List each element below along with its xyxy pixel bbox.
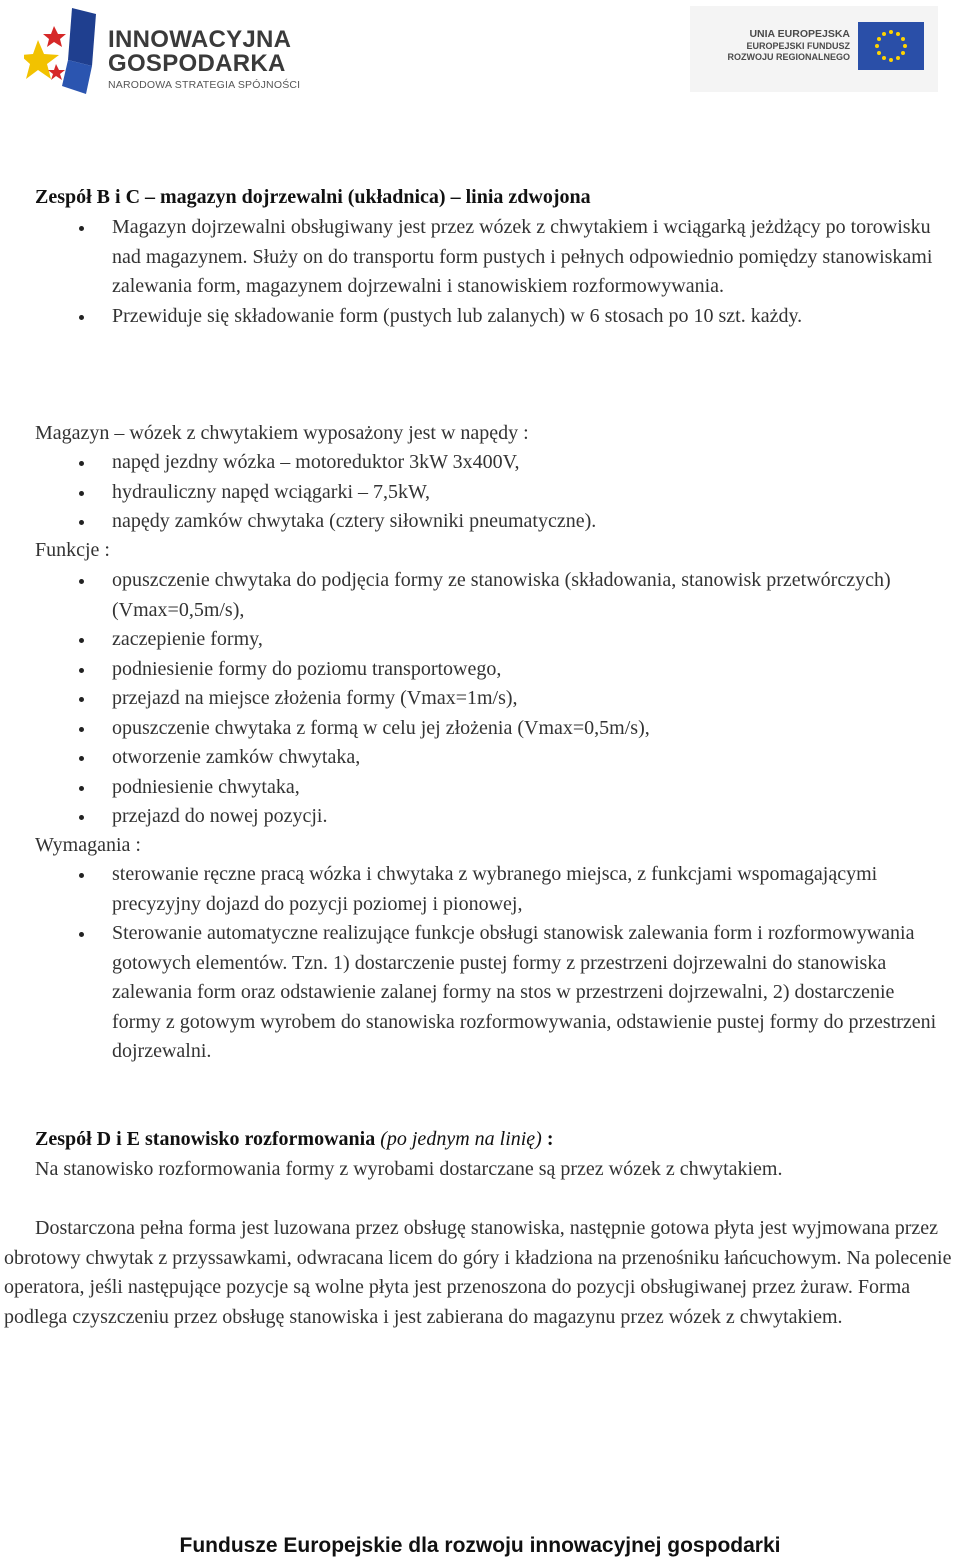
section-d-e-heading-bold: Zespół D i E stanowisko rozformowania: [35, 1128, 376, 1150]
list-item: Sterowanie automatyczne realizujące funkcje obsługi stanowisk zalewania form i rozformowywania gotowych elementów. Tzn. 1) dostarczenie pustej formy z przestrzeni dojrzewalni do stanowiska zalewania form oraz odstawienie zalanej formy na stos w przestrzeni dojrzewalni, 2) dostarczenie formy z gotowym wyrobem do stanowiska rozformowywania, odstawienie pustej formy do przestrzeni dojrzewalni.: [0, 919, 960, 1067]
logo-line-2: GOSPODARKA: [108, 50, 286, 77]
innowacyjna-gospodarka-logo: [24, 6, 314, 98]
eu-logo-line-2: EUROPEJSKI FUNDUSZ: [746, 41, 850, 51]
page-header: [0, 0, 960, 100]
list-item: napędy zamków chwytaka (cztery siłowniki pneumatyczne).: [0, 507, 960, 537]
section-d-e-heading-colon: :: [546, 1128, 554, 1150]
list-item: napęd jezdny wózka – motoreduktor 3kW 3x400V,: [0, 448, 960, 478]
drives-intro: Magazyn – wózek z chwytakiem wyposażony jest w napędy :: [35, 422, 529, 444]
list-item: hydrauliczny napęd wciągarki – 7,5kW,: [0, 478, 960, 508]
eu-logo-line-1: UNIA EUROPEJSKA: [749, 28, 850, 40]
section-b-c-heading: Zespół B i C – magazyn dojrzewalni (układnica) – linia zdwojona: [35, 186, 591, 208]
list-item: podniesienie chwytaka,: [0, 773, 960, 803]
section-d-e-paragraph-1: Na stanowisko rozformowania formy z wyrobami dostarczane są przez wózek z chwytakiem.: [35, 1158, 783, 1180]
logo-line-1: INNOWACYJNA: [108, 26, 292, 53]
list-item: podniesienie formy do poziomu transportowego,: [0, 655, 960, 685]
list-item: opuszczenie chwytaka z formą w celu jej złożenia (Vmax=0,5m/s),: [0, 714, 960, 744]
list-item: Magazyn dojrzewalni obsługiwany jest przez wózek z chwytakiem i wciągarką jeżdżący po torowisku nad magazynem. Służy on do transportu form pustych i pełnych odpowiednio pomiędzy stanowiskami zalewania form, magazynem dojrzewalni i stanowiskiem rozformowywania.: [0, 213, 960, 302]
requirements-list: [0, 860, 960, 1067]
star-emblem-icon: [24, 6, 104, 96]
list-item: opuszczenie chwytaka do podjęcia formy ze stanowiska (składowania, stanowisk przetwórczych) (Vmax=0,5m/s),: [0, 566, 960, 625]
drives-list: [0, 448, 960, 537]
list-item: przejazd do nowej pozycji.: [0, 802, 960, 832]
section-d-e-heading-italic: (po jednym na linię): [380, 1128, 542, 1150]
section-b-c-bullets: [0, 213, 960, 331]
section-d-e-heading: [35, 1125, 554, 1155]
eu-flag-icon: [858, 22, 924, 70]
logo-line-3: NARODOWA STRATEGIA SPÓJNOŚCI: [108, 79, 301, 91]
eu-logo-line-3: ROZWOJU REGIONALNEGO: [727, 52, 850, 62]
page-footer: Fundusze Europejskie dla rozwoju innowacyjnej gospodarki: [179, 1534, 781, 1557]
list-item: przejazd na miejsce złożenia formy (Vmax=1m/s),: [0, 684, 960, 714]
functions-label: Funkcje :: [35, 539, 110, 561]
section-d-e-paragraph-2: Dostarczona pełna forma jest luzowana przez obsługę stanowiska, następnie gotowa płyta jest wyjmowana przez obrotowy chwytak z przyssawkami, odwracana licem do góry i kładziona na przenośniku łańcuchowym. Na polecenie operatora, jeśli następujące pozycje są wolne płyta jest przenoszona do pozycji obsługiwanej przez żuraw. Forma podlega czyszczeniu przez obsługę stanowiska i jest zabierana do magazynu przez wózek z chwytakiem.: [4, 1217, 952, 1328]
eu-logo: [690, 6, 938, 92]
list-item: Przewiduje się składowanie form (pustych lub zalanych) w 6 stosach po 10 szt. każdy.: [0, 302, 960, 332]
requirements-label: Wymagania :: [35, 834, 141, 856]
list-item: zaczepienie formy,: [0, 625, 960, 655]
eu-logo-text: [727, 28, 850, 63]
functions-list: [0, 566, 960, 832]
list-item: sterowanie ręczne pracą wózka i chwytaka z wybranego miejsca, z funkcjami wspomagającymi precyzyjny dojazd do pozycji poziomej i pionowej,: [0, 860, 960, 919]
list-item: otworzenie zamków chwytaka,: [0, 743, 960, 773]
